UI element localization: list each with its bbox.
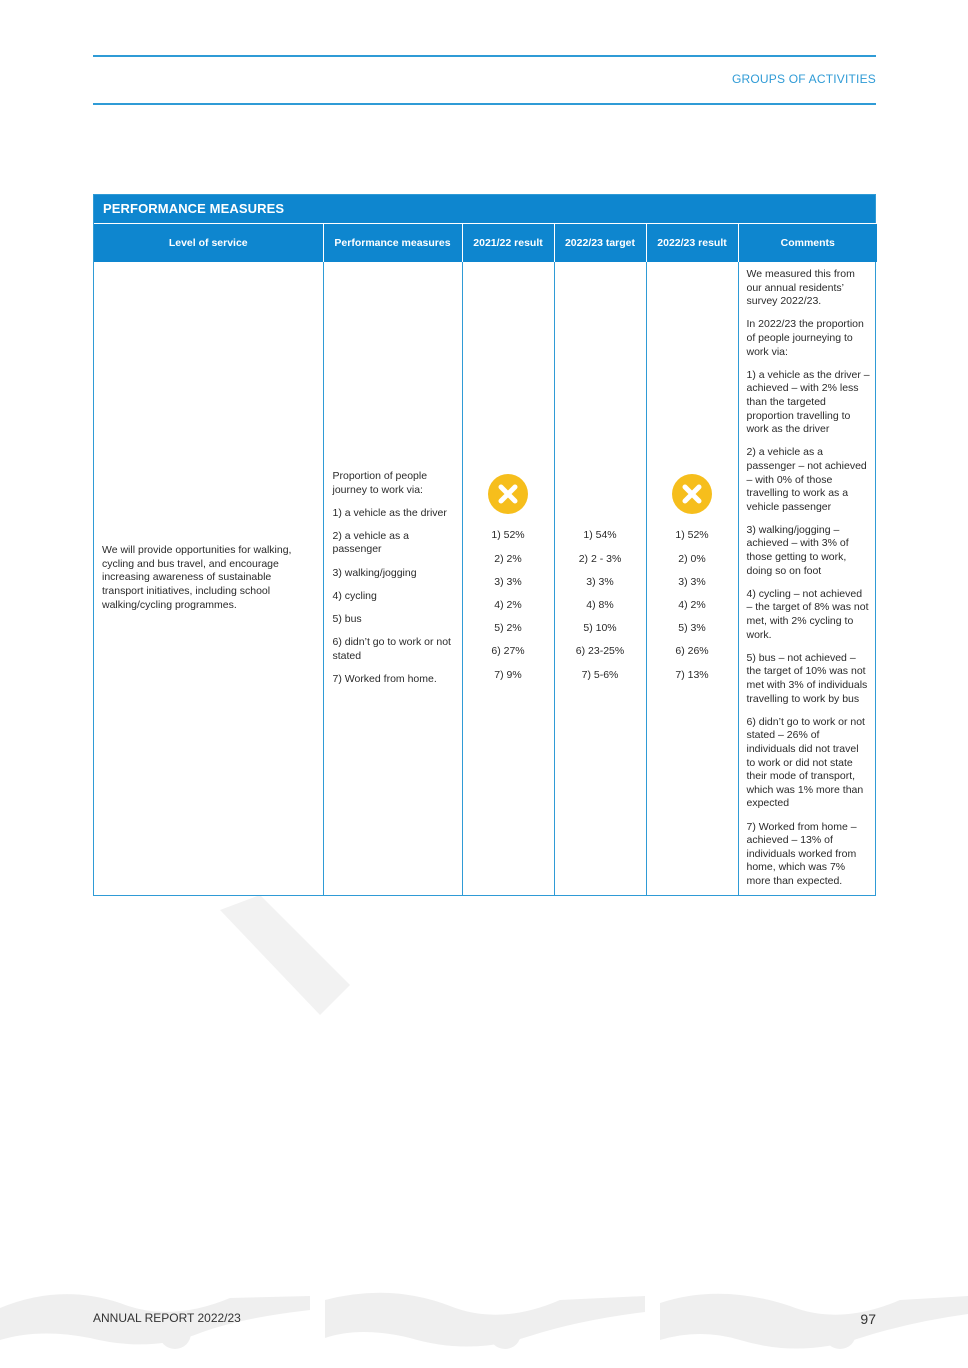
result-value: 1) 52%: [675, 529, 709, 542]
target-value: 7) 5-6%: [581, 668, 619, 681]
result-value: 3) 3%: [678, 575, 706, 588]
target-value: 5) 10%: [583, 622, 617, 635]
result-value: 6) 26%: [675, 645, 709, 658]
measure-item: Proportion of people journey to work via:: [332, 469, 428, 496]
result-value: 5) 2%: [494, 622, 522, 635]
target-value: 3) 3%: [586, 575, 614, 588]
col-level-of-service: Level of service: [94, 224, 323, 263]
measure-item: 5) bus: [332, 613, 362, 626]
table-header-row: [94, 224, 877, 263]
not-achieved-x-icon: [672, 474, 712, 514]
result-value: 2) 2%: [494, 552, 522, 565]
table-title: PERFORMANCE MEASURES: [94, 195, 875, 223]
result-value: 4) 2%: [494, 598, 522, 611]
level-of-service-cell: [94, 262, 323, 895]
col-performance-measures: Performance measures: [323, 224, 462, 263]
measure-item: 2) a vehicle as a passenger: [332, 529, 409, 556]
comment-paragraph: 2) a vehicle as a passenger – not achieved – with 0% of those travelling to work as a vehicle passenger: [746, 446, 867, 513]
measure-item: 4) cycling: [332, 589, 377, 602]
result-2022-23-cell: [646, 262, 738, 895]
result-value: 7) 13%: [675, 668, 709, 681]
result-value: 5) 3%: [678, 622, 706, 635]
result-value: 6) 27%: [491, 645, 525, 658]
col-2022-23-result: 2022/23 result: [646, 224, 738, 263]
comment-paragraph: 6) didn’t go to work or not stated – 26% of individuals did not travel to work or did not state their mode of transport, which was 1% more than expected: [746, 715, 865, 810]
result-value: 2) 0%: [678, 552, 706, 565]
target-value: 4) 8%: [586, 598, 614, 611]
target-value: 2) 2 - 3%: [578, 552, 622, 565]
performance-measures-table: [93, 194, 876, 896]
comment-paragraph: 3) walking/jogging – achieved – with 3% of those getting to work, doing so on foot: [746, 523, 849, 577]
comment-paragraph: We measured this from our annual residents’ survey 2022/23.: [746, 268, 855, 308]
comment-paragraph: 7) Worked from home – achieved – 13% of individuals worked from home, which was 7% more than expected.: [746, 820, 857, 887]
measure-item: 3) walking/jogging: [332, 566, 417, 579]
header-top-rule: [93, 55, 876, 57]
result-value: 7) 9%: [494, 668, 522, 681]
target-value: 1) 54%: [583, 529, 617, 542]
comment-paragraph: In 2022/23 the proportion of people journeying to work via:: [746, 318, 864, 358]
footer-page-number: 97: [860, 1311, 876, 1327]
comment-paragraph: 4) cycling – not achieved – the target of 8% was not met, with 2% cycling to work.: [746, 587, 869, 641]
col-2021-22-result: 2021/22 result: [462, 224, 554, 263]
section-label: GROUPS OF ACTIVITIES: [731, 72, 876, 86]
measure-item: 6) didn’t go to work or not stated: [332, 636, 451, 662]
col-2022-23-target: 2022/23 target: [554, 224, 646, 263]
table-row: [94, 262, 877, 895]
footer-report-title: ANNUAL REPORT 2022/23: [93, 1311, 241, 1325]
result-value: 1) 52%: [491, 529, 525, 542]
comments-cell: [738, 262, 877, 895]
measures-grid: [94, 223, 877, 895]
comment-paragraph: 1) a vehicle as the driver – achieved – with 2% less than the targeted proportion travelling to work as the driver: [746, 368, 870, 436]
comment-paragraph: 5) bus – not achieved – the target of 10% was not met with 3% of individuals travelling to work by bus: [746, 651, 868, 705]
level-of-service-text: We will provide opportunities for walking, cycling and bus travel, and encourage increasing awareness of sustainable transport initiatives, including school walking/cycling programmes.: [102, 544, 292, 611]
result-value: 4) 2%: [678, 598, 706, 611]
target-2022-23-cell: [554, 262, 646, 895]
col-comments: Comments: [738, 224, 877, 263]
measure-item: 7) Worked from home.: [332, 673, 437, 685]
watermark-logo-icon: [200, 890, 370, 1020]
measure-item: 1) a vehicle as the driver: [332, 506, 447, 519]
target-value: 6) 23-25%: [575, 645, 625, 658]
not-achieved-x-icon: [488, 474, 528, 514]
result-2021-22-cell: [462, 262, 554, 895]
header-bottom-rule: [93, 103, 876, 105]
result-value: 3) 3%: [494, 575, 522, 588]
performance-measures-cell: [323, 262, 462, 895]
